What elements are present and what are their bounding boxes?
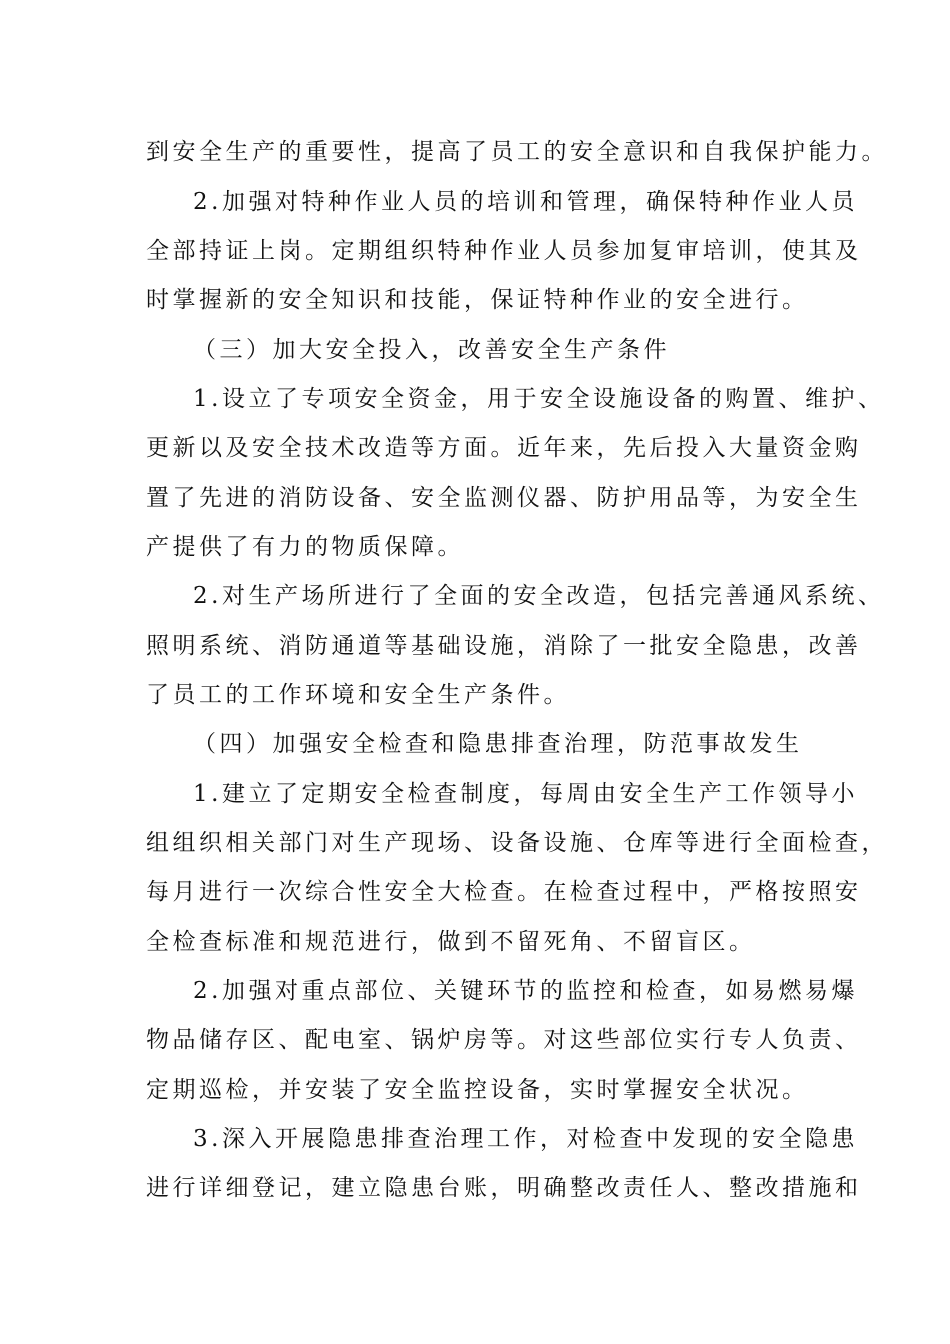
list-item-line: 2.对生产场所进行了全面的安全改造，包括完善通风系统、: [193, 583, 885, 609]
list-item-line: 1.建立了定期安全检查制度，每周由安全生产工作领导小: [193, 781, 858, 807]
body-text-line: 到安全生产的重要性，提高了员工的安全意识和自我保护能力。: [146, 139, 888, 165]
body-text-line: 了员工的工作环境和安全生产条件。: [146, 682, 570, 708]
list-item-line: 3.深入开展隐患排查治理工作，对检查中发现的安全隐患: [193, 1126, 858, 1152]
list-item-line: 1.设立了专项安全资金，用于安全设施设备的购置、维护、: [193, 386, 885, 412]
body-text-line: 照明系统、消防通道等基础设施，消除了一批安全隐患，改善: [146, 633, 862, 659]
list-item-line: 2.加强对特种作业人员的培训和管理，确保特种作业人员: [193, 189, 858, 215]
body-text-line: 全检查标准和规范进行，做到不留死角、不留盲区。: [146, 929, 756, 955]
section-heading-3: （三）加大安全投入，改善安全生产条件: [193, 337, 670, 363]
body-text-line: 全部持证上岗。定期组织特种作业人员参加复审培训，使其及: [146, 238, 862, 264]
body-text-line: 时掌握新的安全知识和技能，保证特种作业的安全进行。: [146, 287, 809, 313]
body-text-line: 每月进行一次综合性安全大检查。在检查过程中，严格按照安: [146, 879, 862, 905]
body-text-line: 组组织相关部门对生产现场、设备设施、仓库等进行全面检查，: [146, 830, 888, 856]
body-text-line: 置了先进的消防设备、安全监测仪器、防护用品等，为安全生: [146, 485, 862, 511]
body-text-line: 进行详细登记，建立隐患台账，明确整改责任人、整改措施和: [146, 1175, 862, 1201]
body-text-line: 更新以及安全技术改造等方面。近年来，先后投入大量资金购: [146, 435, 862, 461]
section-heading-4: （四）加强安全检查和隐患排查治理，防范事故发生: [193, 731, 803, 757]
body-text-line: 物品储存区、配电室、锅炉房等。对这些部位实行专人负责、: [146, 1027, 862, 1053]
body-text-line: 定期巡检，并安装了安全监控设备，实时掌握安全状况。: [146, 1077, 809, 1103]
list-item-line: 2.加强对重点部位、关键环节的监控和检查，如易燃易爆: [193, 978, 858, 1004]
body-text-line: 产提供了有力的物质保障。: [146, 534, 464, 560]
